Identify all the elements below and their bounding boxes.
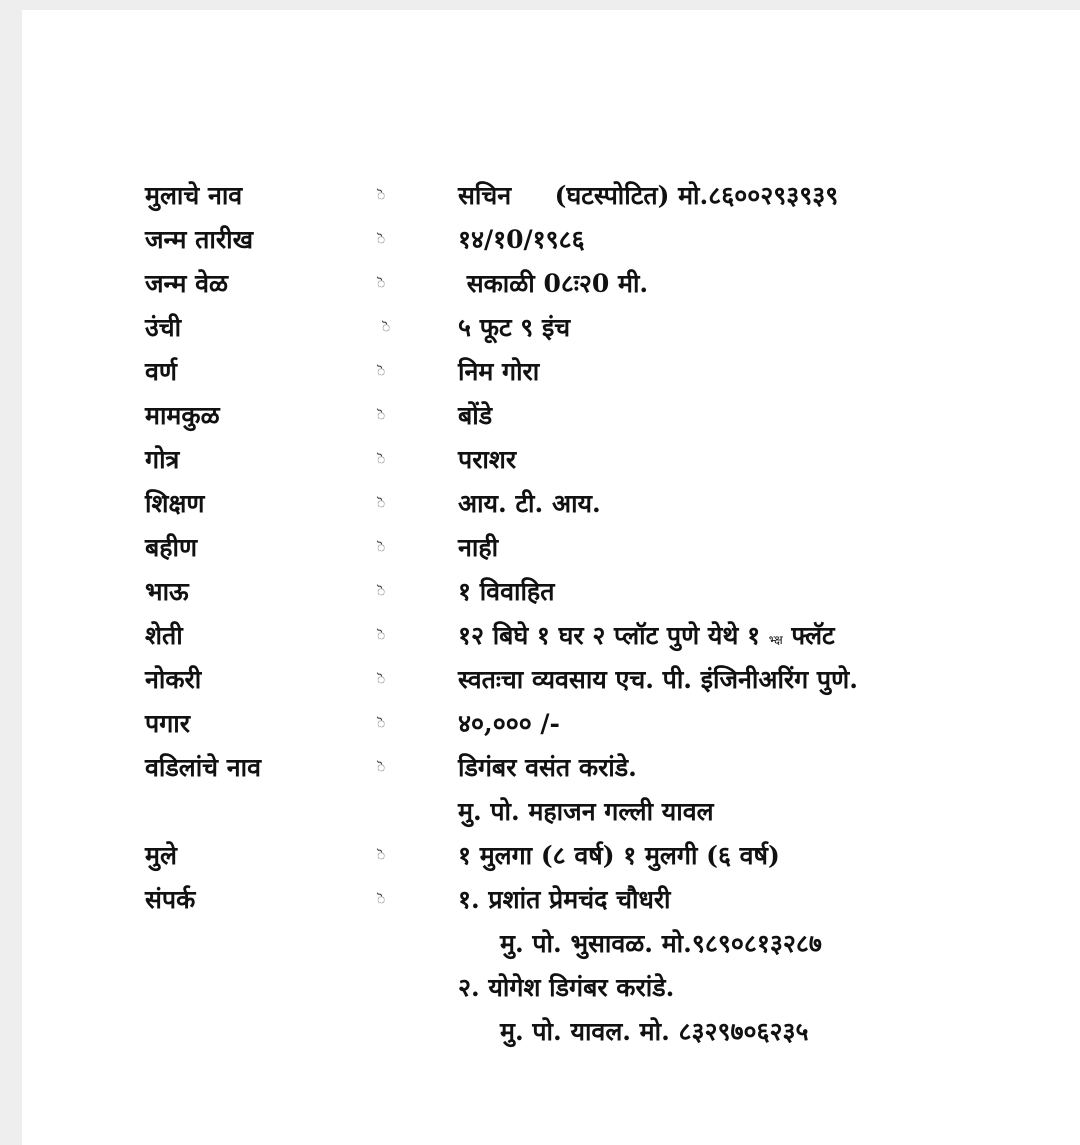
value-father-name: डिगंबर वसंत करांडे.	[458, 753, 637, 782]
label-complexion: वर्ण	[145, 357, 177, 386]
value-complexion: निम गोरा	[458, 357, 540, 386]
value-farming-tail: फ्लॅट	[782, 621, 835, 650]
value-farming-main: १२ बिघे १ घर २ प्लॉट पुणे येथे १	[458, 621, 769, 650]
value-birth-time: सकाळी 0८ः२0 मी.	[458, 269, 649, 298]
value-salary: ४०,००० /-	[458, 709, 560, 738]
separator: ॆ	[377, 452, 386, 468]
label-brother: भाऊ	[145, 577, 189, 606]
document-page	[22, 10, 1080, 1145]
label-salary: पगार	[145, 709, 190, 738]
separator: ॆ	[377, 892, 386, 908]
separator: ॆ	[377, 408, 386, 424]
label-farming: शेती	[145, 621, 183, 650]
value-contact-1-address: मु. पो. भुसावळ. मो.९८९०८१३२८७	[500, 929, 822, 958]
value-maternal-family: बोंडे	[458, 401, 493, 430]
value-education: आय. टी. आय.	[458, 489, 601, 518]
separator: ॆ	[377, 716, 386, 732]
separator: ॆ	[377, 188, 386, 204]
separator: ॆ	[377, 232, 386, 248]
separator: ॆ	[377, 540, 386, 556]
separator: ॆ	[377, 584, 386, 600]
separator: ॆ	[377, 628, 386, 644]
label-occupation: नोकरी	[145, 665, 202, 694]
value-name: सचिन (घटस्पोटित) मो.८६००२९३९३९	[458, 181, 839, 210]
separator: ॆ	[377, 364, 386, 380]
label-height: उंची	[145, 313, 182, 342]
separator: ॆ	[377, 496, 386, 512]
value-contact-2-address: मु. पो. यावल. मो. ८३२९७०६२३५	[500, 1017, 809, 1046]
separator: ॆ	[377, 276, 386, 292]
label-birth-date: जन्म तारीख	[145, 225, 254, 254]
value-farming-small: भ्क्ष	[768, 633, 783, 647]
value-contact-2-name: २. योगेश डिगंबर करांडे.	[458, 973, 675, 1002]
value-birth-date: १४/१0/१९८६	[458, 225, 585, 254]
value-children: १ मुलगा (८ वर्ष) १ मुलगी (६ वर्ष)	[458, 841, 780, 870]
label-father-name: वडिलांचे नाव	[145, 753, 262, 782]
value-farming	[458, 616, 835, 660]
label-children: मुले	[145, 841, 177, 870]
label-sister: बहीण	[145, 533, 198, 562]
separator: ॆ	[377, 672, 386, 688]
value-occupation: स्वतःचा व्यवसाय एच. पी. इंजिनीअरिंग पुणे.	[458, 665, 858, 694]
separator: ॆ	[377, 848, 386, 864]
value-sister: नाही	[458, 533, 499, 562]
label-birth-time: जन्म वेळ	[145, 269, 229, 298]
label-maternal-family: मामकुळ	[145, 401, 220, 430]
separator: ॆ	[377, 760, 386, 776]
value-contact-1-name: १. प्रशांत प्रेमचंद चौधरी	[458, 885, 671, 914]
value-height: ५ फूट ९ इंच	[458, 313, 571, 342]
value-gotra: पराशर	[458, 445, 517, 474]
label-contact: संपर्क	[145, 885, 196, 914]
separator: ॆ	[382, 320, 391, 336]
value-father-address: मु. पो. महाजन गल्ली यावल	[458, 797, 714, 826]
value-brother: १ विवाहित	[458, 577, 555, 606]
label-education: शिक्षण	[145, 489, 205, 518]
label-gotra: गोत्र	[145, 445, 180, 474]
label-name: मुलाचे नाव	[145, 181, 243, 210]
